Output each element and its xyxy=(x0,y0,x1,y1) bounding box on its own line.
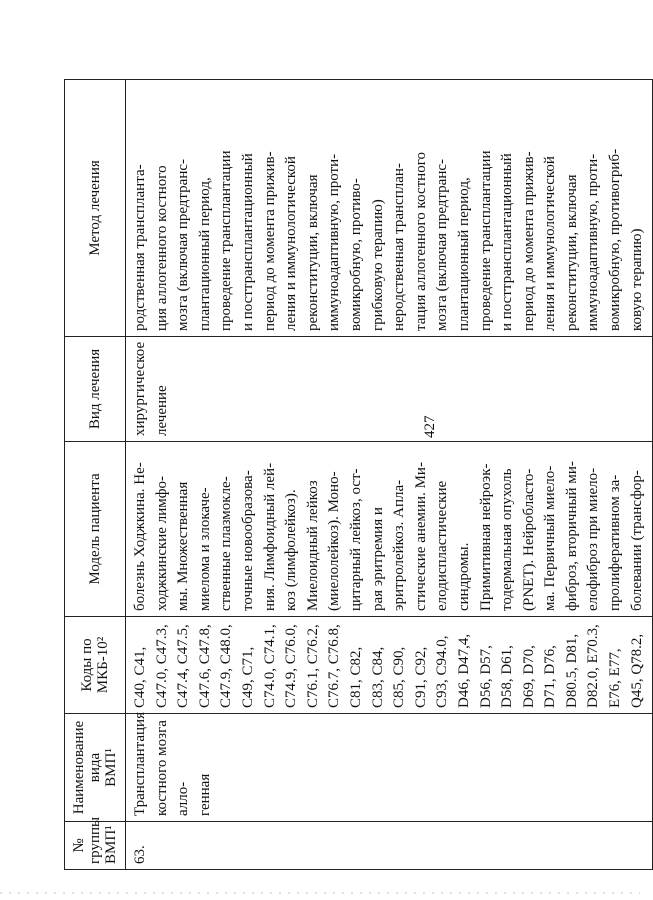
cell-treatment-method: родственная транспланта- ция аллогенного костного мозга (включая предтранс- плантационный период, проведение трансплантации и посттрансплантационный период до момента прижив- ления и иммунологической реконституции, включая иммуноадаптивную, проти- вомикробную, противо- грибковую терапию) неродственная трансплан- тация аллогенного костного мозга (включая предтранс- плантационный период, проведение трансплантации и посттрансплантационный период до момента прижив- ления и иммунологической реконституции, включая иммуноадаптивную, проти- вомикробную, противогриб- ковую терапию) xyxy=(126,80,653,337)
header-icd-codes: Коды по МКБ-10² xyxy=(65,617,126,714)
rotated-page-content xyxy=(64,80,645,870)
scan-artifact-line xyxy=(0,892,640,894)
header-patient-model: Модель пациента xyxy=(65,442,126,617)
table-header-row xyxy=(65,80,126,870)
cell-group-number: 63. xyxy=(126,822,653,870)
cell-icd-codes: C40, C41, C47.0, C47.3, C47.4, C47.5, C47.6, C47.8, C47.9, C48.0, C49, C71, C74.0, C74.1, C74.9, C76.0, C76.1, C76.2, C76.7, C76.8, C81, C82, C83, C84, C85, C90, C91, C92, C93, C94.0, D46, D47,4, D56, D57, D58, D61, D69, D70, D71, D76, D80.5, D81, D82.0, E70.3, E76, E77, Q45, Q78.2, xyxy=(126,617,653,714)
treatment-table xyxy=(64,79,653,870)
table-row xyxy=(126,80,653,870)
page-number: 427 xyxy=(422,415,438,438)
cell-patient-model: болезнь Ходжкина. Не- ходжкинские лимфо- мы. Множественная миелома и злокаче- ственные плазмокле- точные новообразова- ния. Лимфоидный лей- коз (лимфолейкоз). Миелоидный лейкоз (миелолейкоз). Моно- цитарный лейкоз, ост- рая эритремия и эритролейкоз. Апла- стические анемии. Ми- елодиспластические синдромы. Примитивная нейроэк- тодермальная опухоль (PNET). Нейробласто- ма. Первичный миело- фиброз, вторичный ми- елофиброз при миело- пролиферативном за- болевании (трансфор- xyxy=(126,442,653,617)
cell-treatment-type: хирургическое лечение xyxy=(126,337,653,442)
header-treatment-method: Метод лечения xyxy=(65,80,126,337)
header-treatment-type: Вид лечения xyxy=(65,337,126,442)
cell-vmp-name: Трансплантация костного мозга алло- генная xyxy=(126,714,653,822)
header-group-number: № группы ВМП¹ xyxy=(65,822,126,870)
header-vmp-name: Наименование вида ВМП¹ xyxy=(65,714,126,822)
